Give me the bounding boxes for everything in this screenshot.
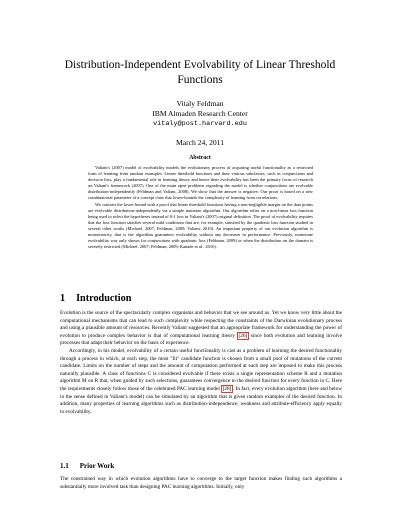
title-line-1: Distribution-Independent Evolvability of Linear Threshold bbox=[64, 59, 336, 71]
paper-title bbox=[40, 58, 360, 88]
author-email: vitaly@post.harvard.edu bbox=[153, 120, 247, 128]
intro-text: . In fact, every evolution algorithm (here and below in the sense defined in Valiant's model) can be simulated by an algorithm that is given random examples of the desired function. In addition, many properties of learning algorithms such as distribution-independence, weakness and attribute-efficiency apply equally to evolvability. bbox=[60, 385, 342, 415]
prior-work-body bbox=[60, 476, 342, 491]
abstract-body bbox=[88, 165, 313, 250]
section-heading-prior-work bbox=[60, 462, 114, 470]
abstract-paragraph-2: We contrast the lower bound with a proof that linear threshold functions having a non-negligible margin on the data points are evolvable distribution-independently via a simple mutation algorithm. Our algorithm relies on a non-linear loss function being used to select the hypotheses instead of 0-1 loss in Valiant's (2007) original definition. The proof of evolvability requires that the loss function satisfies several mild conditions that are, for example, satisfied by the quadratic loss function studied in several other works (Michael, 2007; Feldman, 2009; Valiant, 2010). An important property of our evolution algorithm is monotonicity, that is the algorithm guarantees evolvability without any decreases in performance. Previously, monotone evolvability was only shown for conjunctions with quadratic loss (Feldman, 2009) or when the distribution on the domain is severely restricted (Michael, 2007; Feldman, 2009; Kanade et al., 2010). bbox=[88, 201, 313, 250]
intro-text: since both evolution and learning involve processes that adapt their behavior on the basis of experience. bbox=[60, 332, 343, 347]
paper-date: March 24, 2011 bbox=[175, 138, 224, 147]
section-title: Introduction bbox=[76, 293, 132, 304]
introduction-body bbox=[60, 310, 342, 416]
intro-text: Accordingly, in his model, evolvability of a certain useful functionality is cast as a problem of learning the desired functionality through a process in which, at each step, the most "fit" candidate function is chosen from a small pool of mutations of the current candidate. Limits on the number of steps and the amount of computation performed at each step are imposed to make this process naturally plausible. A class of functions C is considered evolvable if there exists a single representation scheme R and a mutation algorithm M on R that, when guided by such selections, guarantees convergence to the desired function for every function in C. Here the requirements closely follow those of the celebrated PAC learning model bbox=[60, 347, 342, 392]
subsection-title: Prior Work bbox=[79, 462, 115, 470]
citation-link[interactable]: [26] bbox=[238, 332, 248, 339]
title-line-2: Functions bbox=[177, 74, 223, 86]
section-number: 1 bbox=[60, 293, 66, 304]
prior-work-paragraph-1: The constrained way in which evolution algorithms have to converge to the target function makes finding such algorithms a substantially more involved task than designing PAC learning algorithms. Initially, only bbox=[60, 476, 342, 490]
intro-paragraph-2 bbox=[60, 348, 342, 416]
intro-paragraph-1 bbox=[60, 310, 342, 348]
intro-text: Evolution is the source of the spectacularly complex organisms and behavior that we see around us. Yet we know very little about the computational mechanisms that can lead to such complexity while respecting the constraints of the Darwinian evolutionary process and using a plausible amount of resources. Recently Valiant suggested that an appropriate framework for understanding the power of evolution to produce complex behavior is that of computational learning theory bbox=[60, 310, 342, 339]
citation-link[interactable]: [28] bbox=[222, 385, 232, 392]
section-heading-introduction bbox=[60, 293, 131, 304]
author-name: Vitaly Feldman bbox=[176, 99, 224, 108]
subsection-number: 1.1 bbox=[60, 462, 69, 470]
author-affiliation: IBM Almaden Research Center bbox=[152, 109, 248, 118]
abstract-paragraph-1: Valiant's (2007) model of evolvability models the evolutionary process of acquiring useful functionality as a restricted form of learning from random examples. Linear threshold functions and their various subclasses, such as conjunctions and decision lists, play a fundamental role in learning theory and hence their evolvability has been the primary focus of research on Valiant's framework (2007). One of the main open problems regarding the model is whether conjunctions are evolvable distribution-independently (Feldman and Valiant, 2008). We show that the answer is negative. Our proof is based on a new combinatorial parameter of a concept class that lower-bounds the complexity of learning from correlations. bbox=[88, 165, 313, 201]
abstract-heading: Abstract bbox=[189, 155, 211, 161]
